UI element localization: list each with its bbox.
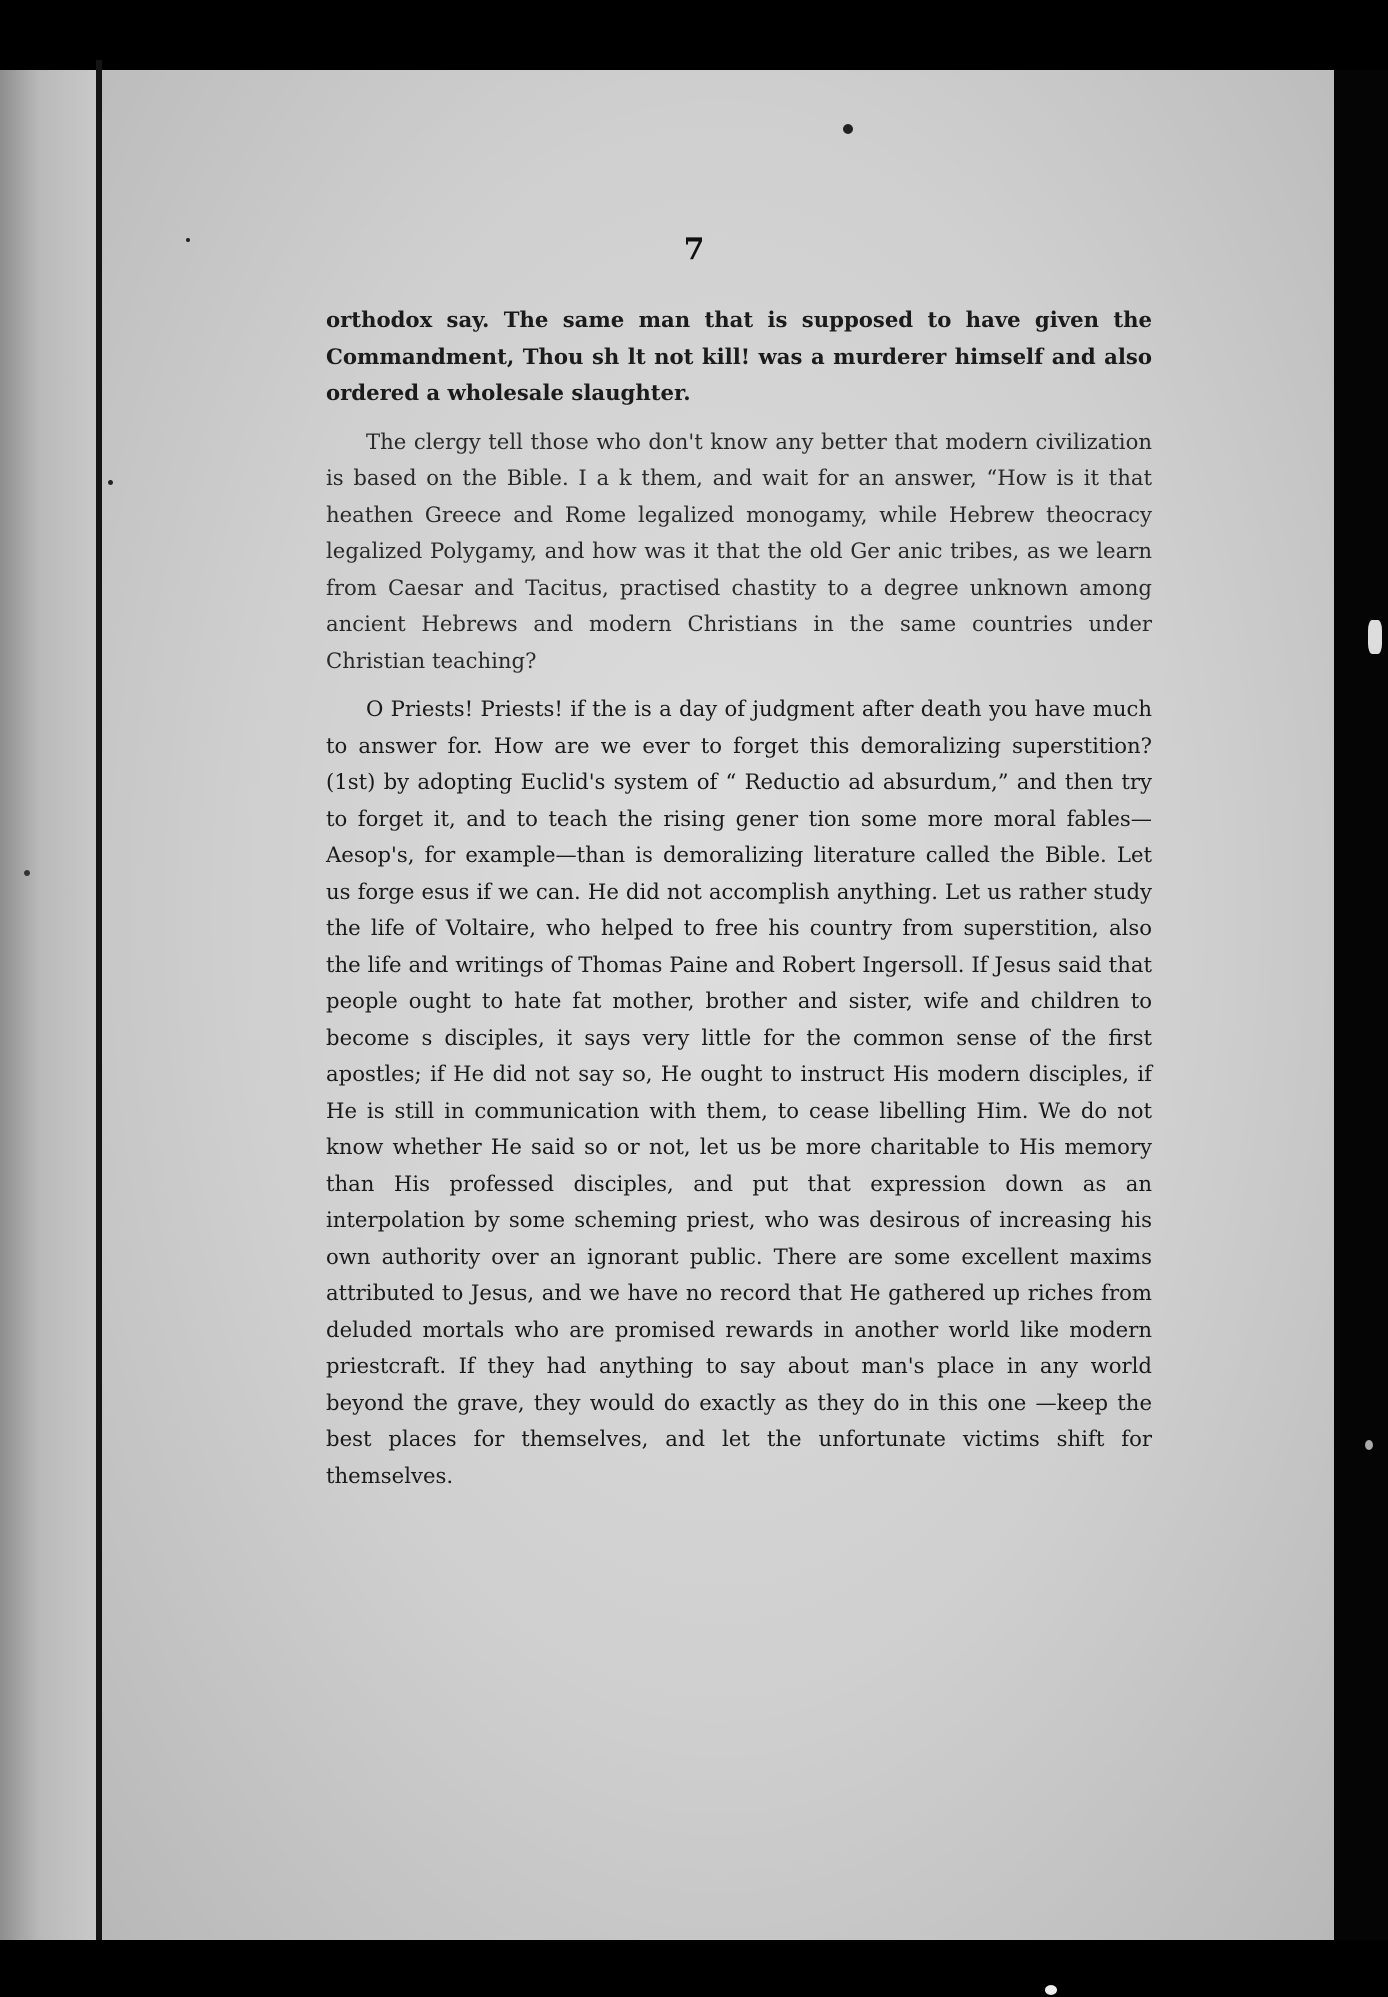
right-border xyxy=(1334,70,1388,1940)
paragraph-3: O Priests! Priests! if the is a day of judgment after death you have much to answer for. How are we ever to forget this demoralizing superstition? (1st) by adopting Euclid's system of “ Reductio ad absurdum,” and then try to forget it, and to teach the rising gener tion some more moral fables—Aesop's, for example—than is demoralizing literature called the Bible. Let us forge esus if we can. He did not accomplish anything. Let us rather study the life of Voltaire, who helped to free his country from superstition, also the life and writings of Thomas Paine and Robert Ingersoll. If Jesus said that people ought to hate fat mother, brother and sister, wife and children to become s disciples, it says very little for the common sense of the first apostles; if He did not say so, He ought to instruct His modern disciples, if He is still in communication with them, to cease libelling Him. We do not know whether He said so or not, let us be more charitable to His memory than His professed disciples, and put that expression down as an interpolation by some scheming priest, who was desirous of increasing his own authority over an ignorant public. There are some excellent maxims attributed to Jesus, and we have no record that He gathered up riches from deluded mortals who are promised rewards in another world like modern priestcraft. If they had anything to say about man's place in any world beyond the grave, they would do exactly as they do in this one —keep the best places for themselves, and let the unfortunate victims shift for themselves. xyxy=(326,696,1152,1488)
body-text xyxy=(326,302,1152,1494)
top-border xyxy=(0,0,1388,70)
bottom-border xyxy=(0,1940,1388,1997)
paragraph-2: The clergy tell those who don't know any better that modern civilization is based on the Bible. I a k them, and wait for an answer, “How is it that heathen Greece and Rome legalized monogamy, while Hebrew theocracy legalized Polygamy, and how was it that the old Ger anic tribes, as we learn from Caesar and Tacitus, practised chastity to a degree unknown among ancient Hebrews and modern Christians in the same countries under Christian teaching? xyxy=(326,428,1152,673)
facing-page-edge xyxy=(0,70,98,1940)
paragraph-1: orthodox say. The same man that is supposed to have given the Commandment, Thou sh lt not kill! was a murderer himself and also ordered a wholesale slaughter. xyxy=(326,307,1152,405)
page-number: 7 xyxy=(683,232,705,267)
